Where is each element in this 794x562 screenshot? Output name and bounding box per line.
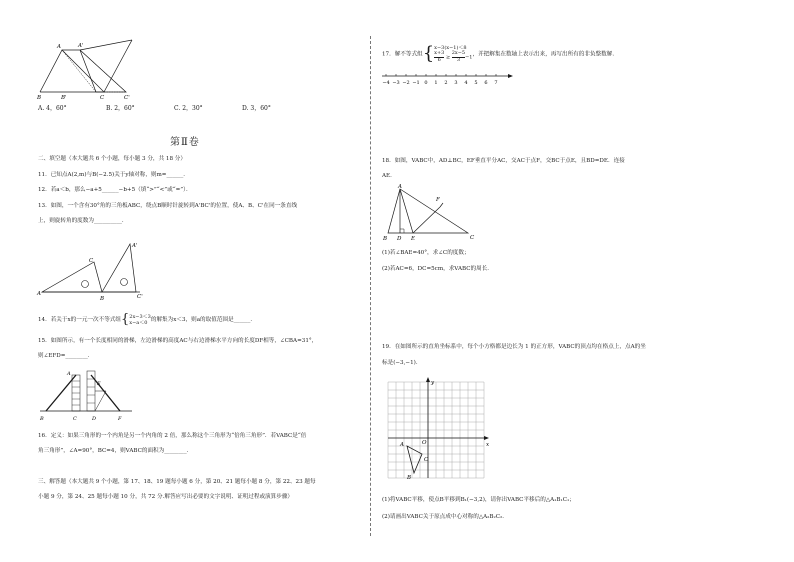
tick-label: 3 — [454, 80, 458, 86]
question-14-system — [129, 314, 151, 326]
option-a: A. 4，60° — [38, 105, 67, 112]
question-14 — [38, 313, 256, 326]
prev-question-figure — [37, 38, 158, 101]
label-a: A — [57, 44, 61, 50]
q15-figure — [40, 361, 140, 421]
triangle-a1bc1 — [102, 244, 136, 292]
label-c: C — [89, 258, 94, 264]
question-17-system: x−3(x−1)＜8 $\frac{x+3}{6}$ ≥ $\frac{2x-5}{3}$ −1 — [434, 45, 473, 63]
question-16-line1: 16．定义：如果三角形的一个内角是另一个内角的 2 倍，那么称这个三角形为“倍角三角形”．若VABC是“倍 — [38, 433, 307, 439]
label-b: B — [100, 296, 105, 302]
label-b: B — [40, 416, 44, 422]
left-slide — [46, 375, 76, 411]
question-12: 12．若a＜b，那么−a+5______−b+5（填“>”“<”或“=”）． — [38, 187, 192, 193]
question-14-eq2: x−a＜0 — [129, 319, 148, 326]
question-13-line1: 13．如图，一个含有30°角的三角板ABC，绕点B顺时针旋转到A'BC'的位置，使A、B、C'在同一条直线 — [38, 203, 298, 209]
tick-label: 7 — [494, 80, 498, 86]
label-b1: B' — [61, 95, 67, 101]
segment-ae — [400, 189, 413, 233]
label-f: F — [436, 197, 440, 203]
arrow-right-icon — [508, 74, 513, 78]
label-b: B — [37, 95, 42, 101]
question-16-line2: 角三角形”，∠A=90°，BC=4，则VABC的面积为________． — [38, 448, 193, 454]
q13-figure — [37, 243, 160, 304]
solve-section-line2: 小题 9 分，第 24、25 题每小题 10 分，共 72 分.解答应写出必要的文字说明、证明过程或演算步骤） — [38, 494, 294, 500]
question-15-line2: 则∠EFD=________． — [38, 353, 94, 359]
question-17-pre: 17．解不等式组 — [382, 51, 423, 58]
question-17-post: ，并把解集在数轴上表示出来，再写出所有的非负整数解． — [472, 51, 618, 58]
label-f: F — [118, 416, 122, 422]
tick-label: −1 — [412, 80, 420, 86]
q18-figure — [383, 184, 486, 247]
tick-label: −3 — [392, 80, 400, 86]
fraction-left: $\frac{x+3}{6}$ — [434, 50, 445, 63]
fraction-right: $\frac{2x-5}{3}$ — [451, 50, 466, 63]
brace-icon: { — [422, 43, 435, 64]
question-17-eq1: x−3(x−1)＜8 — [434, 45, 467, 51]
question-13-line2: 上，则旋转角的度数为__________． — [38, 218, 128, 224]
tick-label: 2 — [444, 80, 448, 86]
question-18-line1: 18．如图，VABC中，AD⊥BC，EF垂直平分AC，交AC于点F，交BC于点E，且BD=DE．连接 — [382, 158, 625, 164]
label-b: B — [383, 236, 388, 242]
question-18-sub2: (2)若AC=6，DC=5cm，求VABC的周长． — [382, 266, 493, 272]
triangle-abc — [407, 446, 422, 473]
coordinate-grid — [388, 378, 498, 488]
label-x: x — [486, 442, 490, 448]
label-c: C — [424, 457, 429, 463]
label-a: A — [398, 184, 402, 190]
label-e: E — [411, 236, 416, 242]
question-14-eq1: 2x−3＜3 — [129, 313, 151, 320]
solve-section-line1: 三、解答题（本大题共 9 个小题，第 17、18、19 题每小题 6 分，第 20、21 题每小题 8 分，第 22、23 题每 — [38, 479, 316, 485]
tick-label: 0 — [424, 80, 428, 86]
label-c: C — [470, 235, 475, 241]
label-a: A — [67, 371, 71, 377]
bisector-ef — [413, 207, 440, 233]
question-19-sub1: (1)将VABC平移，使点B平移到B₁(−3,2)，请你出VABC平移后的△A₁B₁C₁； — [382, 497, 575, 503]
label-o: O — [422, 440, 427, 446]
arrow-right-icon — [484, 436, 489, 440]
option-c: C. 2，30° — [174, 105, 203, 112]
question-19-sub2: (2)请画出VABC关于原点成中心对称的△A₂B₂C₂． — [382, 514, 508, 520]
right-slide — [91, 375, 120, 411]
label-d: D — [397, 236, 402, 242]
tick-label: 4 — [464, 80, 468, 86]
label-a: A — [400, 442, 404, 448]
arrow-up-icon — [426, 377, 430, 382]
question-11: 11．已知点A(2,m)与B(−2.5)关于y轴对称，则m=______． — [38, 172, 189, 178]
label-a1: A' — [132, 243, 138, 249]
tick-label: 5 — [474, 80, 478, 86]
triangle-abc — [40, 50, 104, 92]
number-line — [382, 70, 522, 90]
question-19-line2: 标是(−3,−1)． — [382, 360, 422, 366]
question-15-line1: 15．如图所示，有一个长度相同的滑梯，左边滑梯的高度AC与右边滑梯水平方向的长度DF相等，∠CBA=31°， — [38, 338, 318, 344]
question-14-post: 的解集为x＜3，则a的取值范围是______． — [150, 317, 256, 323]
question-19-line1: 19．在如图所示的直角坐标系中，每个小方格都是边长为 1 的正方形，VABC的顶点均在格点上，点A的坐 — [382, 344, 646, 350]
question-17 — [382, 45, 618, 63]
label-b: B — [407, 475, 412, 481]
brace-icon: { — [121, 312, 130, 327]
question-18-sub1: (1)若∠BAE=40°，求∠C的度数； — [382, 250, 470, 256]
option-d: D. 3，60° — [242, 105, 271, 112]
fill-section-heading: 二、填空题（本大题共 6 个小题，每小题 3 分，共 18 分） — [38, 156, 186, 162]
label-d: D — [92, 416, 97, 422]
label-c: C — [73, 416, 77, 422]
option-b: B. 2，60° — [106, 105, 135, 112]
question-14-pre: 14．若关于x的一元一次不等式组 — [38, 317, 121, 323]
label-a: A — [37, 291, 41, 297]
label-y: y — [431, 380, 435, 386]
tick-label: −4 — [382, 80, 390, 86]
triangle-abc — [42, 262, 102, 292]
column-divider — [370, 36, 371, 536]
label-e: E — [97, 381, 101, 387]
question-18-line2: AE． — [382, 173, 396, 179]
tick-label: 6 — [484, 80, 488, 86]
tick-label: −2 — [402, 80, 410, 86]
label-c1: C' — [137, 294, 143, 300]
tick-label: 1 — [434, 80, 438, 86]
label-c: C — [100, 95, 105, 101]
label-a1: A' — [78, 43, 84, 49]
part-two-title: 第Ⅱ卷 — [170, 137, 200, 148]
label-c1: C' — [124, 95, 130, 101]
